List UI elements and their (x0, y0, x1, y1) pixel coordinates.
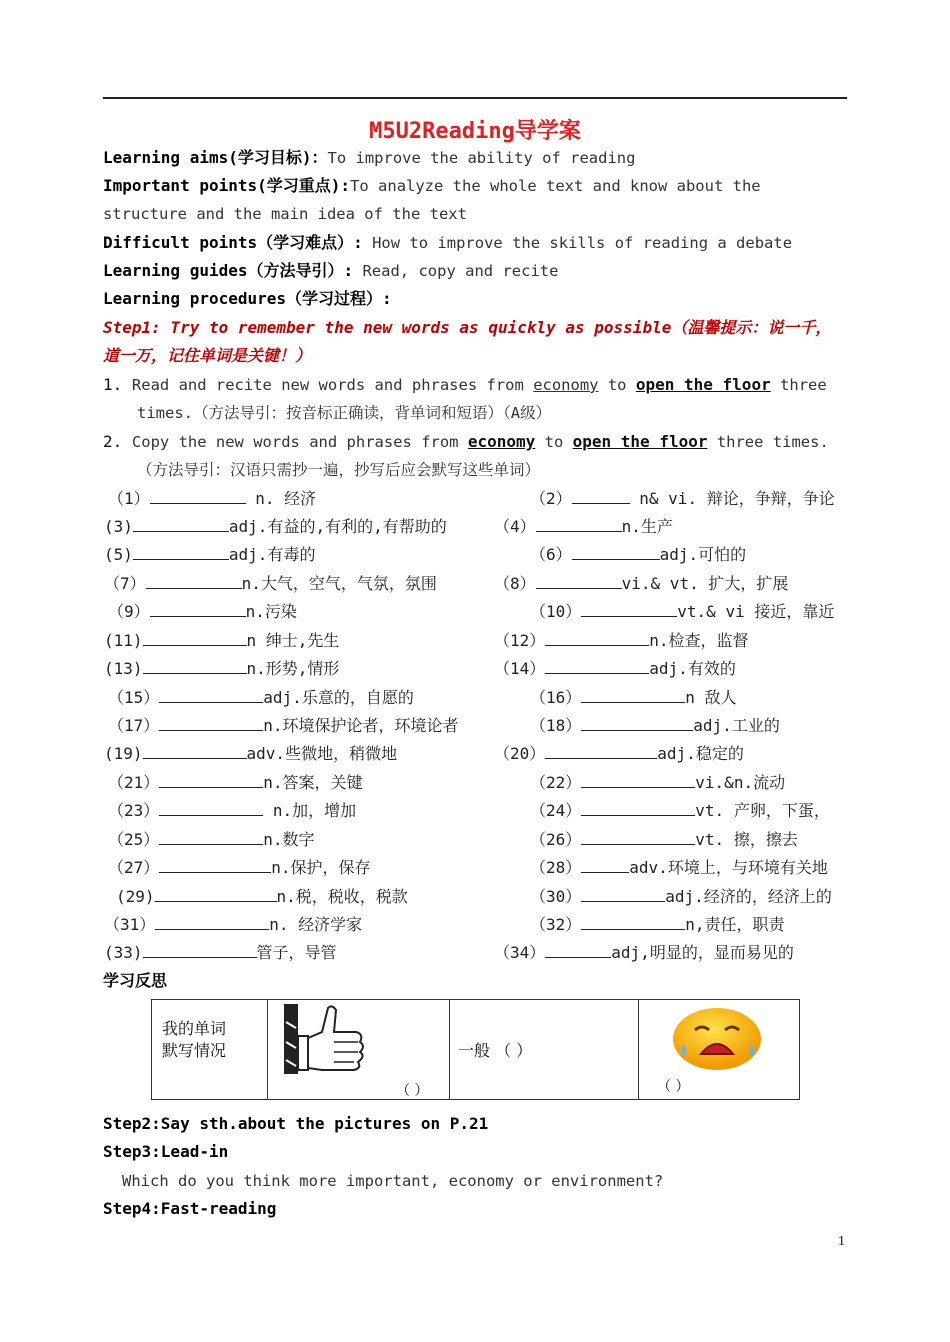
vocab-item: （15） adj.乐意的，自愿的 (108, 688, 414, 707)
vocab-item: (5) adj.有毒的 (104, 545, 316, 564)
answer-blank[interactable] (581, 856, 629, 873)
answer-blank[interactable] (159, 771, 263, 788)
item2-number: 2. (103, 432, 123, 451)
thumbs-up-icon (282, 1002, 368, 1084)
answer-blank[interactable] (536, 515, 622, 532)
item1-line-2 (137, 402, 551, 424)
answer-blank[interactable] (581, 885, 665, 902)
points-line-2 (103, 203, 467, 225)
answer-blank[interactable] (133, 515, 229, 532)
item1-mid: to (598, 376, 636, 394)
answer-blank[interactable] (146, 572, 242, 589)
reflection-heading: 学习反思 (103, 971, 168, 990)
vocab-item: （14） adj.有效的 (494, 659, 736, 678)
procedures-label: Learning procedures（学习过程）: (103, 289, 392, 308)
vocab-item: （23） n.加，增加 (108, 801, 357, 820)
item1-pre: Read and recite new words and phrases from (131, 376, 534, 394)
step1-line-2: 道一万，记住单词是关键！） (103, 346, 312, 365)
answer-blank[interactable] (150, 487, 246, 504)
answer-blank[interactable] (572, 487, 630, 504)
vocab-item: （22） vi.&n.流动 (530, 773, 786, 792)
vocab-item: （34） adj,明显的，显而易见的 (494, 943, 794, 962)
answer-blank[interactable] (143, 629, 247, 646)
answer-blank[interactable] (150, 600, 246, 617)
answer-blank[interactable] (545, 742, 657, 759)
aims-label: Learning aims(学习目标)： (103, 148, 328, 167)
difficult-line (103, 232, 792, 254)
answer-blank[interactable] (581, 771, 695, 788)
answer-blank[interactable] (159, 856, 271, 873)
item1-note: times.（方法导引：按音标正确读，背单词和短语）（A级） (137, 404, 552, 422)
answer-blank[interactable] (545, 941, 611, 958)
answer-blank[interactable] (143, 742, 247, 759)
item2-note: （方法导引：汉语只需抄一遍，抄写后应会默写这些单词） (137, 461, 541, 479)
answer-blank[interactable] (133, 543, 229, 560)
vocab-item: （28） adv.环境上，与环境有关地 (530, 858, 828, 877)
answer-blank[interactable] (581, 600, 677, 617)
item1-number: 1. (103, 375, 123, 394)
answer-blank[interactable] (581, 686, 685, 703)
vocab-item: （31） n. 经济学家 (104, 915, 363, 934)
vocab-item: (11) n 绅士,先生 (104, 631, 340, 650)
reflection-label-cell (152, 1000, 268, 1100)
answer-blank[interactable] (581, 913, 685, 930)
vocab-item: （27） n.保护，保存 (108, 858, 371, 877)
answer-blank[interactable] (159, 686, 263, 703)
reflection-label-line-1: 我的单词 (162, 1019, 227, 1038)
item1-line (103, 374, 827, 396)
answer-blank[interactable] (572, 543, 660, 560)
vocab-item: （1） n. 经济 (108, 489, 317, 508)
reflection-bad-cell (639, 1000, 800, 1100)
vocab-item: (33) 管子，导管 (104, 943, 337, 962)
vocab-item: (29) n.税，税收，税款 (116, 887, 408, 906)
vocab-item: （12） n.检查，监督 (494, 631, 749, 650)
item2-post: three times. (707, 433, 829, 451)
vocab-item: （8） vi.& vt. 扩大，扩展 (494, 574, 789, 593)
vocab-item: （20） adj.稳定的 (494, 744, 744, 763)
aims-line (103, 147, 635, 169)
reflection-label-line-2: 默写情况 (162, 1041, 227, 1060)
answer-blank[interactable] (159, 828, 263, 845)
difficult-text: How to improve the skills of reading a debate (362, 234, 793, 252)
guides-label: Learning guides（方法导引）: (103, 261, 354, 280)
item1-word-start: economy (533, 376, 599, 394)
answer-blank[interactable] (159, 799, 263, 816)
vocab-item: （18） adj.工业的 (530, 716, 780, 735)
vocab-item: （32） n,责任，职责 (530, 915, 785, 934)
answer-blank[interactable] (155, 885, 277, 902)
vocab-item: （17） n.环境保护论者，环境论者 (108, 716, 459, 735)
header-rule (103, 97, 847, 99)
points-label: Important points(学习重点): (103, 176, 351, 195)
answer-blank[interactable] (545, 657, 649, 674)
vocab-item: （25） n.数字 (108, 830, 315, 849)
points-line (103, 175, 761, 197)
reflection-table (151, 999, 800, 1100)
sad-paren[interactable]: （ ） (657, 1079, 690, 1095)
vocab-item: （30） adj.经济的，经济上的 (530, 887, 832, 906)
vocab-item: （7） n.大气，空气，气氛，氛围 (104, 574, 437, 593)
aims-text: To improve the ability of reading (327, 149, 636, 167)
points-text: To analyze the whole text and know about the (350, 177, 761, 195)
step4-line: Step4:Fast-reading (103, 1199, 277, 1218)
page-title: M5U2Reading导学案 (369, 119, 581, 144)
vocab-item: （10） vt.& vi 接近，靠近 (530, 602, 835, 621)
vocab-item: (3) adj.有益的,有利的,有帮助的 (104, 517, 447, 536)
step3-line: Step3:Lead-in (103, 1142, 229, 1161)
answer-blank[interactable] (143, 657, 247, 674)
item2-mid: to (535, 433, 573, 451)
reflection-average-cell (450, 1000, 639, 1100)
vocab-item: （2） n& vi. 辩论，争辩，争论 (530, 489, 835, 508)
answer-blank[interactable] (159, 714, 263, 731)
reflection-good-cell (268, 1000, 450, 1100)
item1-word-end: open the floor (635, 375, 771, 394)
answer-blank[interactable] (581, 828, 695, 845)
step1-line: Step1: Try to remember the new words as quickly as possible（温馨提示：说一千， (103, 318, 832, 337)
procedures-line (103, 288, 392, 310)
answer-blank[interactable] (545, 629, 649, 646)
vocab-item: （9） n.污染 (108, 602, 297, 621)
vocab-item: （26） vt. 擦，擦去 (530, 830, 798, 849)
guides-text: Read, copy and recite (353, 262, 559, 280)
answer-blank[interactable] (581, 799, 695, 816)
vocab-item: （24） vt. 产卵，下蛋， (530, 801, 830, 820)
item2-pre: Copy the new words and phrases from (131, 433, 468, 451)
thumbs-up-paren[interactable]: （ ） (396, 1083, 429, 1099)
vocab-item: （21） n.答案，关键 (108, 773, 363, 792)
vocab-item: （4） n.生产 (494, 517, 673, 536)
vocab-item: (13) n.形势,情形 (104, 659, 340, 678)
guides-line (103, 260, 558, 282)
page-number: 1 (838, 1234, 845, 1249)
answer-blank[interactable] (143, 941, 257, 958)
item1-post: three (770, 376, 827, 394)
leadin-question: Which do you think more important, economy or environment? (122, 1172, 664, 1190)
vocab-item: （6） adj.可怕的 (530, 545, 747, 564)
step2-line: Step2:Say sth.about the pictures on P.21 (103, 1114, 489, 1133)
vocab-item: （16） n 敌人 (530, 688, 737, 707)
item2-line (103, 431, 829, 453)
item2-line-2 (137, 459, 540, 481)
answer-blank[interactable] (536, 572, 622, 589)
vocab-item: (19) adv.些微地，稍微地 (104, 744, 398, 763)
item2-word-end: open the floor (572, 432, 708, 451)
answer-blank[interactable] (581, 714, 693, 731)
difficult-label: Difficult points（学习难点）: (103, 233, 363, 252)
crying-face-icon (671, 1006, 763, 1076)
average-label[interactable]: 一般 （ ） (458, 1041, 533, 1060)
answer-blank[interactable] (155, 913, 269, 930)
item2-word-start: economy (467, 432, 536, 451)
points-text-2: structure and the main idea of the text (103, 205, 467, 223)
